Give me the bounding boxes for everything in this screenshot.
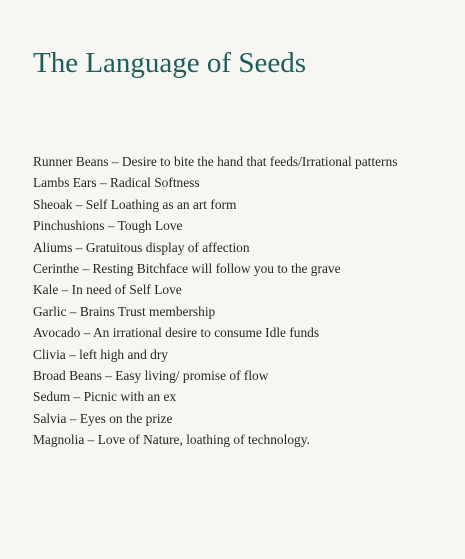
- list-item: Aliums – Gratuitous display of affection: [33, 239, 250, 255]
- page-title: The Language of Seeds: [33, 47, 306, 79]
- list-item: Avocado – An irrational desire to consume Idle funds: [33, 325, 320, 341]
- list-item: Clivia – left high and dry: [33, 346, 168, 362]
- list-item: Pinchushions – Tough Love: [33, 218, 183, 234]
- list-item: Magnolia – Love of Nature, loathing of technology.: [33, 432, 310, 448]
- list-item: Sedum – Picnic with an ex: [33, 389, 177, 405]
- list-item: Kale – In need of Self Love: [33, 282, 182, 298]
- list-item: Broad Beans – Easy living/ promise of flow: [33, 368, 269, 384]
- list-item: Runner Beans – Desire to bite the hand that feeds/Irrational patterns: [33, 154, 398, 169]
- list-item: Sheoak – Self Loathing as an art form: [33, 196, 237, 212]
- list-item: Lambs Ears – Radical Softness: [33, 175, 200, 191]
- list-item: Garlic – Brains Trust membership: [33, 303, 216, 319]
- list-item: Cerinthe – Resting Bitchface will follow you to the grave: [33, 261, 341, 277]
- seed-meanings-list: [33, 151, 397, 451]
- list-item: Salvia – Eyes on the prize: [33, 410, 173, 426]
